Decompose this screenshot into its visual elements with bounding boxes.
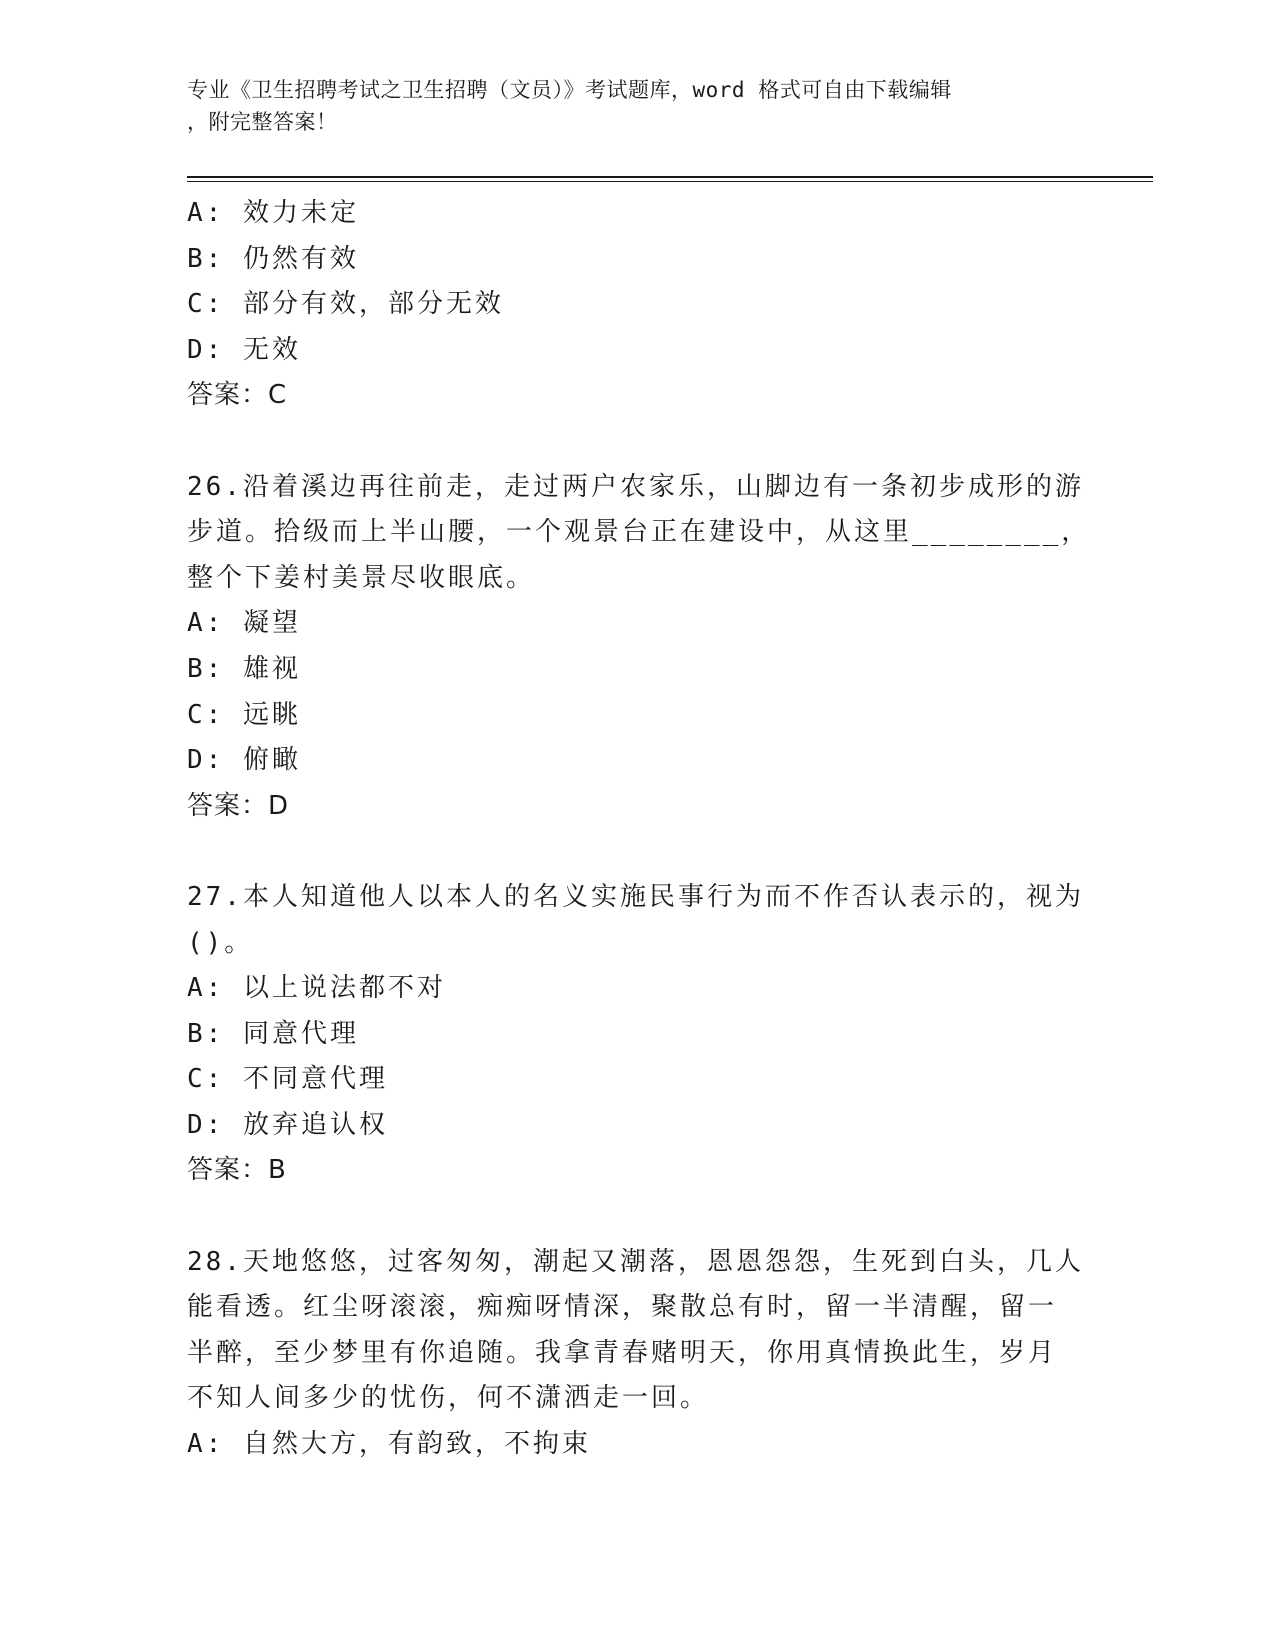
question-text-line: 能看透。红尘呀滚滚，痴痴呀情深，聚散总有时，留一半清醒，留一 — [187, 1292, 1058, 1323]
answer-line: 答案：B — [187, 1155, 287, 1186]
option-a: A: 自然大方，有韵致，不拘束 — [187, 1429, 591, 1460]
question-text-line: 步道。拾级而上半山腰，一个观景台正在建设中，从这里________， — [187, 517, 1091, 548]
option-a: A: 效力未定 — [187, 198, 359, 228]
option-d: D: 俯瞰 — [187, 745, 301, 776]
question-text-line: 26.沿着溪边再往前走，走过两户农家乐，山脚边有一条初步成形的游 — [187, 471, 1084, 502]
header-divider-thin — [187, 181, 1153, 182]
option-d: D: 无效 — [187, 334, 301, 365]
spacer — [187, 829, 1087, 875]
question-26 — [187, 465, 1091, 830]
option-b: B: 雄视 — [187, 653, 301, 684]
header-line-2: ，附完整答案！ — [187, 110, 338, 134]
question-28 — [187, 1240, 1087, 1468]
question-text-line: 27.本人知道他人以本人的名义实施民事行为而不作否认表示的，视为 — [187, 881, 1084, 912]
option-c: C: 远眺 — [187, 699, 301, 730]
question-text-line: 整个下姜村美景尽收眼底。 — [187, 562, 536, 593]
question-text-line: 不知人间多少的忧伤，何不潇洒走一回。 — [187, 1383, 710, 1414]
question-25-remainder — [187, 191, 1087, 419]
option-c: C: 不同意代理 — [187, 1064, 388, 1095]
question-27 — [187, 875, 1087, 1194]
option-d: D: 放弃追认权 — [187, 1109, 388, 1140]
spacer — [187, 419, 1087, 465]
header-line-1: 专业《卫生招聘考试之卫生招聘（文员）》考试题库，word 格式可自由下载编辑 — [187, 78, 952, 102]
question-list — [187, 191, 1091, 1468]
document-header — [187, 74, 1067, 138]
option-c: C: 部分有效，部分无效 — [187, 289, 504, 320]
answer-line: 答案：C — [187, 380, 288, 411]
question-text-line: 半醉，至少梦里有你追随。我拿青春赌明天，你用真情换此生，岁月 — [187, 1337, 1058, 1368]
option-b: B: 同意代理 — [187, 1018, 359, 1049]
option-b: B: 仍然有效 — [187, 243, 359, 274]
header-divider-thick — [187, 176, 1153, 178]
option-a: A: 以上说法都不对 — [187, 973, 446, 1004]
answer-line: 答案：D — [187, 790, 290, 821]
option-a: A: 凝望 — [187, 608, 301, 639]
spacer — [187, 1194, 1087, 1240]
question-text-line: ()。 — [187, 927, 254, 958]
question-text-line: 28.天地悠悠，过客匆匆，潮起又潮落，恩恩怨怨，生死到白头，几人 — [187, 1246, 1084, 1277]
